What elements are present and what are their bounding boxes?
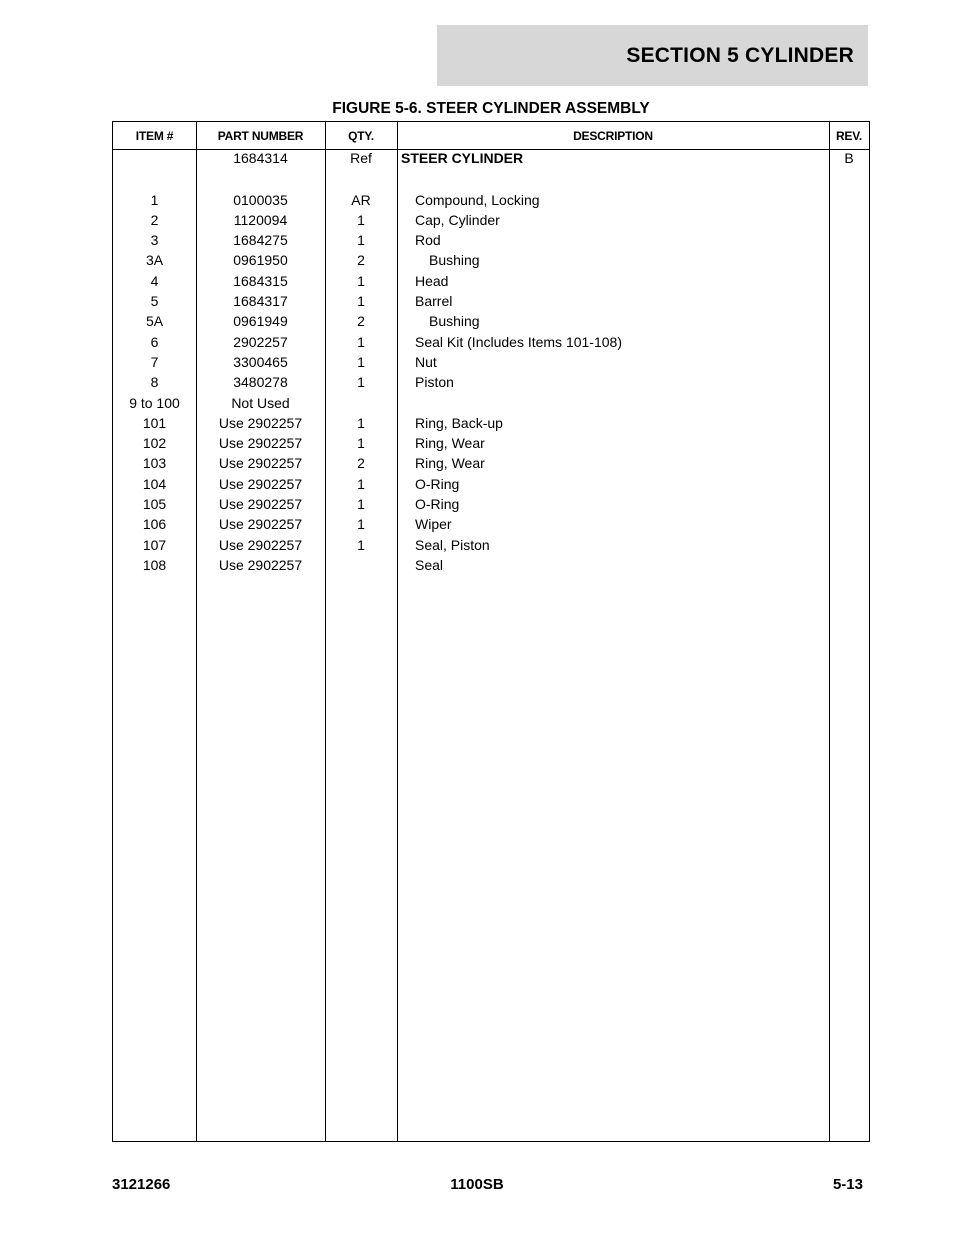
item-cell: 108 — [142, 556, 167, 573]
item-cell: 6 — [150, 333, 159, 350]
footer-model: 1100SB — [450, 1176, 504, 1193]
footer-page-number: 5-13 — [832, 1176, 863, 1193]
table-row — [113, 514, 869, 534]
description-cell: Rod — [415, 232, 441, 249]
table-row — [113, 413, 869, 433]
part-number-cell: 1120094 — [233, 211, 288, 228]
description-cell: Cap, Cylinder — [415, 211, 500, 228]
item-cell: 102 — [142, 435, 167, 452]
description-cell: Barrel — [415, 293, 453, 310]
description-cell: Ring, Back-up — [415, 414, 503, 431]
qty-cell: 1 — [357, 272, 365, 289]
table-row — [113, 311, 869, 331]
part-number-cell: 3480278 — [233, 374, 288, 391]
table-row — [113, 271, 869, 291]
column-header-description: DESCRIPTION — [573, 128, 653, 143]
item-cell: 104 — [142, 475, 167, 492]
qty-cell: AR — [351, 191, 371, 208]
qty-cell: 1 — [357, 232, 365, 249]
description-cell: Nut — [415, 353, 437, 370]
column-header-part-number: PART NUMBER — [217, 128, 304, 143]
item-cell: 3A — [145, 252, 164, 269]
qty-cell: 1 — [357, 435, 365, 452]
qty-cell: 1 — [357, 333, 365, 350]
part-number-cell: 2902257 — [233, 333, 288, 350]
part-number-cell: 3300465 — [233, 353, 288, 370]
item-cell: 5 — [150, 293, 159, 310]
description-cell: STEER CYLINDER — [401, 150, 524, 166]
figure-title: FIGURE 5-6. STEER CYLINDER ASSEMBLY — [332, 100, 650, 117]
table-row — [113, 332, 869, 352]
item-cell: 8 — [150, 374, 159, 391]
item-cell: 3 — [150, 232, 159, 249]
column-header-qty: QTY. — [348, 128, 374, 143]
description-cell: Bushing — [429, 252, 480, 269]
part-number-cell: Use 2902257 — [218, 556, 303, 573]
description-cell: Compound, Locking — [415, 191, 540, 208]
table-row — [113, 372, 869, 392]
item-cell: 103 — [142, 455, 167, 472]
table-row — [113, 433, 869, 453]
footer-doc-number: 3121266 — [112, 1176, 171, 1193]
table-row — [113, 555, 869, 575]
description-cell: O-Ring — [415, 496, 460, 513]
item-cell: 101 — [142, 414, 167, 431]
item-cell: 107 — [142, 536, 167, 553]
table-body — [113, 149, 869, 575]
description-cell: O-Ring — [415, 475, 460, 492]
description-cell: Ring, Wear — [415, 435, 485, 452]
part-number-cell: 0961949 — [233, 313, 288, 330]
table-row — [113, 291, 869, 311]
qty-cell: 1 — [357, 496, 365, 513]
qty-cell: 1 — [357, 475, 365, 492]
qty-cell: 2 — [357, 455, 365, 472]
table-row — [113, 474, 869, 494]
item-cell: 1 — [150, 191, 159, 208]
table-row — [113, 230, 869, 250]
description-cell: Ring, Wear — [415, 455, 485, 472]
qty-cell: 2 — [357, 252, 365, 269]
description-cell: Head — [415, 272, 449, 289]
part-number-cell: 0961950 — [233, 252, 288, 269]
item-cell: 5A — [145, 313, 164, 330]
table-row — [113, 190, 869, 210]
column-header-rev: REV. — [835, 128, 863, 143]
item-cell: 9 to 100 — [129, 394, 180, 411]
qty-cell: 1 — [357, 516, 365, 533]
item-cell: 4 — [150, 272, 159, 289]
description-cell: Piston — [415, 374, 454, 391]
part-number-cell: Not Used — [231, 394, 290, 411]
qty-cell: 1 — [357, 536, 365, 553]
table-row — [113, 169, 869, 189]
part-number-cell: Use 2902257 — [218, 414, 303, 431]
table-row — [113, 149, 869, 169]
rev-cell: B — [844, 150, 854, 166]
part-number-cell: Use 2902257 — [218, 475, 303, 492]
description-cell: Bushing — [429, 313, 480, 330]
part-number-cell: 1684315 — [233, 272, 288, 289]
part-number-cell: 1684317 — [233, 293, 288, 310]
description-cell: Seal, Piston — [415, 536, 490, 553]
qty-cell: 1 — [357, 293, 365, 310]
description-cell: Seal Kit (Includes Items 101-108) — [415, 333, 622, 350]
item-cell: 105 — [142, 496, 167, 513]
qty-cell: 1 — [357, 414, 365, 431]
item-cell: 106 — [142, 516, 167, 533]
table-row — [113, 453, 869, 473]
table-row — [113, 210, 869, 230]
parts-table — [112, 121, 870, 1142]
description-cell: Wiper — [415, 516, 452, 533]
column-header-item: ITEM # — [135, 128, 174, 143]
table-row — [113, 352, 869, 372]
item-cell: 7 — [150, 353, 159, 370]
section-title: SECTION 5 CYLINDER — [626, 43, 854, 67]
qty-cell: 2 — [357, 313, 365, 330]
part-number-cell: Use 2902257 — [218, 536, 303, 553]
part-number-cell: 0100035 — [233, 191, 288, 208]
table-row — [113, 250, 869, 270]
qty-cell: 1 — [357, 353, 365, 370]
table-row — [113, 494, 869, 514]
part-number-cell: Use 2902257 — [218, 496, 303, 513]
part-number-cell: 1684314 — [233, 150, 288, 166]
qty-cell: Ref — [350, 150, 372, 166]
description-cell: Seal — [415, 556, 444, 573]
part-number-cell: 1684275 — [233, 232, 288, 249]
part-number-cell: Use 2902257 — [218, 455, 303, 472]
table-row — [113, 393, 869, 413]
item-cell: 2 — [150, 211, 159, 228]
part-number-cell: Use 2902257 — [218, 435, 303, 452]
qty-cell: 1 — [357, 374, 365, 391]
part-number-cell: Use 2902257 — [218, 516, 303, 533]
section-banner — [437, 25, 868, 86]
qty-cell: 1 — [357, 211, 365, 228]
table-row — [113, 535, 869, 555]
